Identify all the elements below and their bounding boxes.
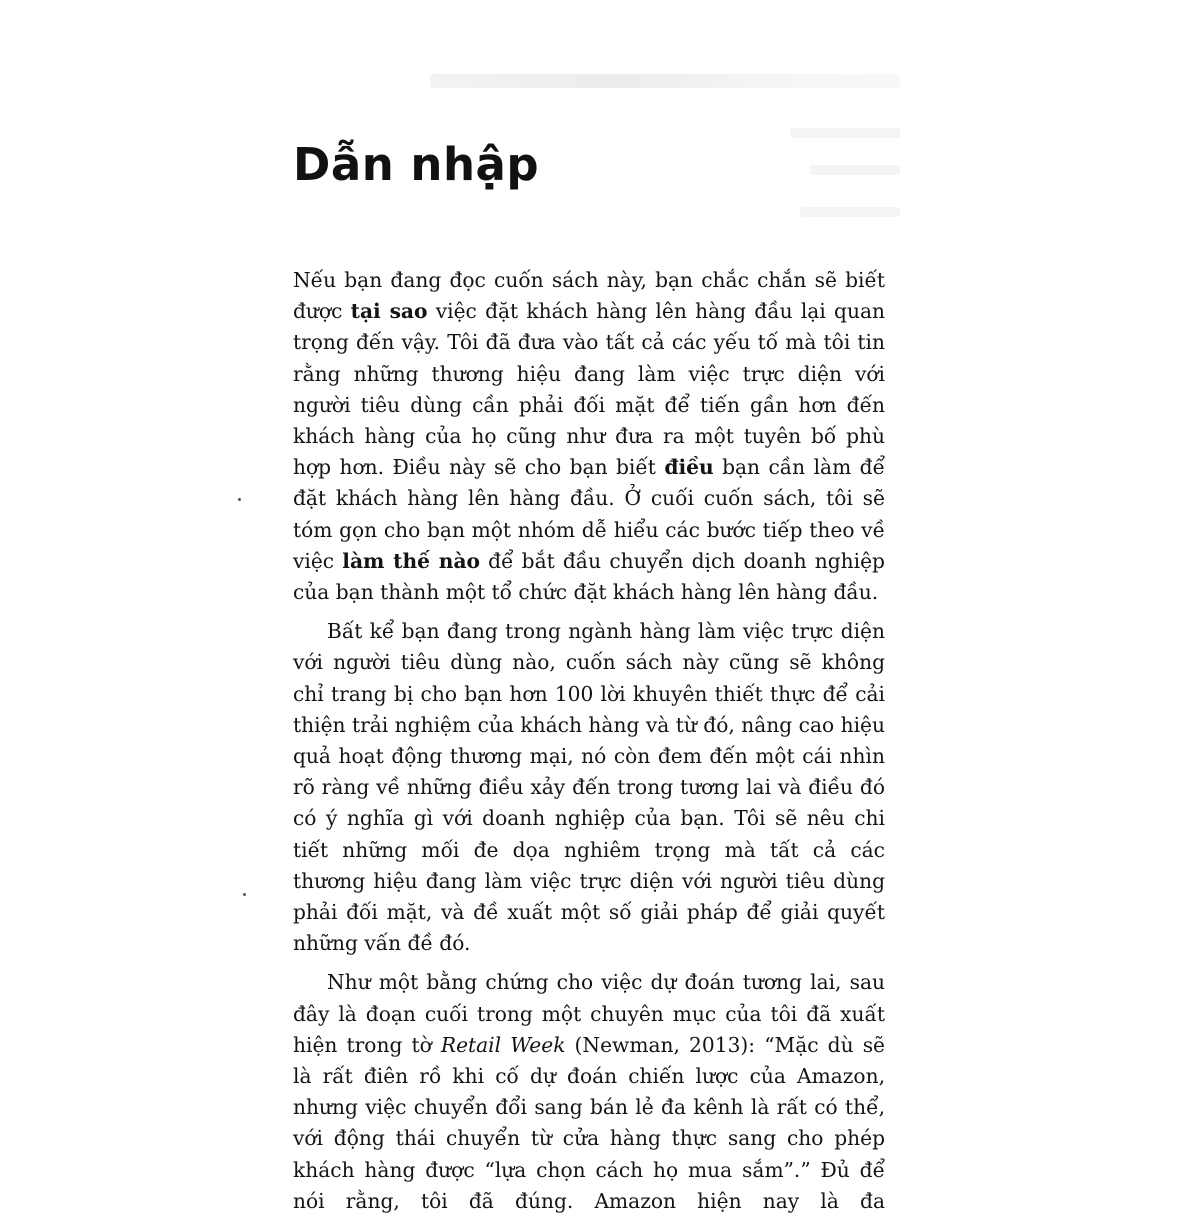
bleed-through-line [790,128,900,138]
bold-text: điều [664,455,714,480]
paragraph [293,265,885,608]
bold-text: tại sao [350,299,428,324]
text-run: Nếu bạn đang đọc cuốn sách này, bạn chắc chắn sẽ biết được [293,268,885,324]
paragraph [293,616,885,959]
text-run: việc đặt khách hàng lên hàng đầu lại quan trọng đến vậy. Tôi đã đưa vào tất cả các yếu tố mà tôi tin rằng những thương hiệu đang làm việc trực diện với người tiêu dùng cần phải đối mặt để tiến gần hơn đến khách hàng của họ cũng như đưa ra một tuyên bố phù hợp hơn. Điều này sẽ cho bạn biết [293,299,885,480]
bold-text: làm thế nào [342,548,480,573]
text-run: (Newman, 2013): “Mặc dù sẽ là rất điên rồ khi cố dự đoán chiến lược của Amazon, nhưng việc chuyển đổi sang bán lẻ đa kênh là rất có thể, với động thái chuyển từ cửa hàng thực sang cho phép khách hàng được “lựa chọn cách họ mua sắm”.” Đủ để nói rằng, tôi đã đúng. Amazon hiện nay là đa [293,1032,886,1213]
scan-speck [238,498,241,501]
body-text [293,265,885,1225]
text-run: Như một bằng chứng cho việc dự đoán tương lai, sau đây là đoạn cuối trong một chuyên mục của tôi đã xuất hiện trong tờ [293,970,885,1057]
text-run: bạn cần làm để đặt khách hàng lên hàng đầu. Ở cuối cuốn sách, tôi sẽ tóm gọn cho bạn một nhóm dễ hiểu các bước tiếp theo về việc [293,455,885,573]
text-run: để bắt đầu chuyển dịch doanh nghiệp của bạn thành một tổ chức đặt khách hàng lên hàng đầu. [293,548,885,605]
text-run: Bất kể bạn đang trong ngành hàng làm việc trực diện với người tiêu dùng nào, cuốn sách này cũng sẽ không chỉ trang bị cho bạn hơn 100 lời khuyên thiết thực để cải thiện trải nghiệm của khách hàng và từ đó, nâng cao hiệu quả hoạt động thương mại, nó còn đem đến một cái nhìn rõ ràng về những điều xảy đến trong tương lai và điều đó có ý nghĩa gì với doanh nghiệp của bạn. Tôi sẽ nêu chi tiết những mối đe dọa nghiêm trọng mà tất cả các thương hiệu đang làm việc trực diện với người tiêu dùng phải đối mặt, và đề xuất một số giải pháp để giải quyết những vấn đề đó. [293,619,885,956]
scan-speck [243,893,246,896]
bleed-through-line [810,165,900,175]
paragraph [293,967,885,1217]
italic-text: Retail Week [440,1032,566,1057]
chapter-title: Dẫn nhập [293,138,540,191]
bleed-through-header [430,74,900,88]
bleed-through-line [800,207,900,217]
